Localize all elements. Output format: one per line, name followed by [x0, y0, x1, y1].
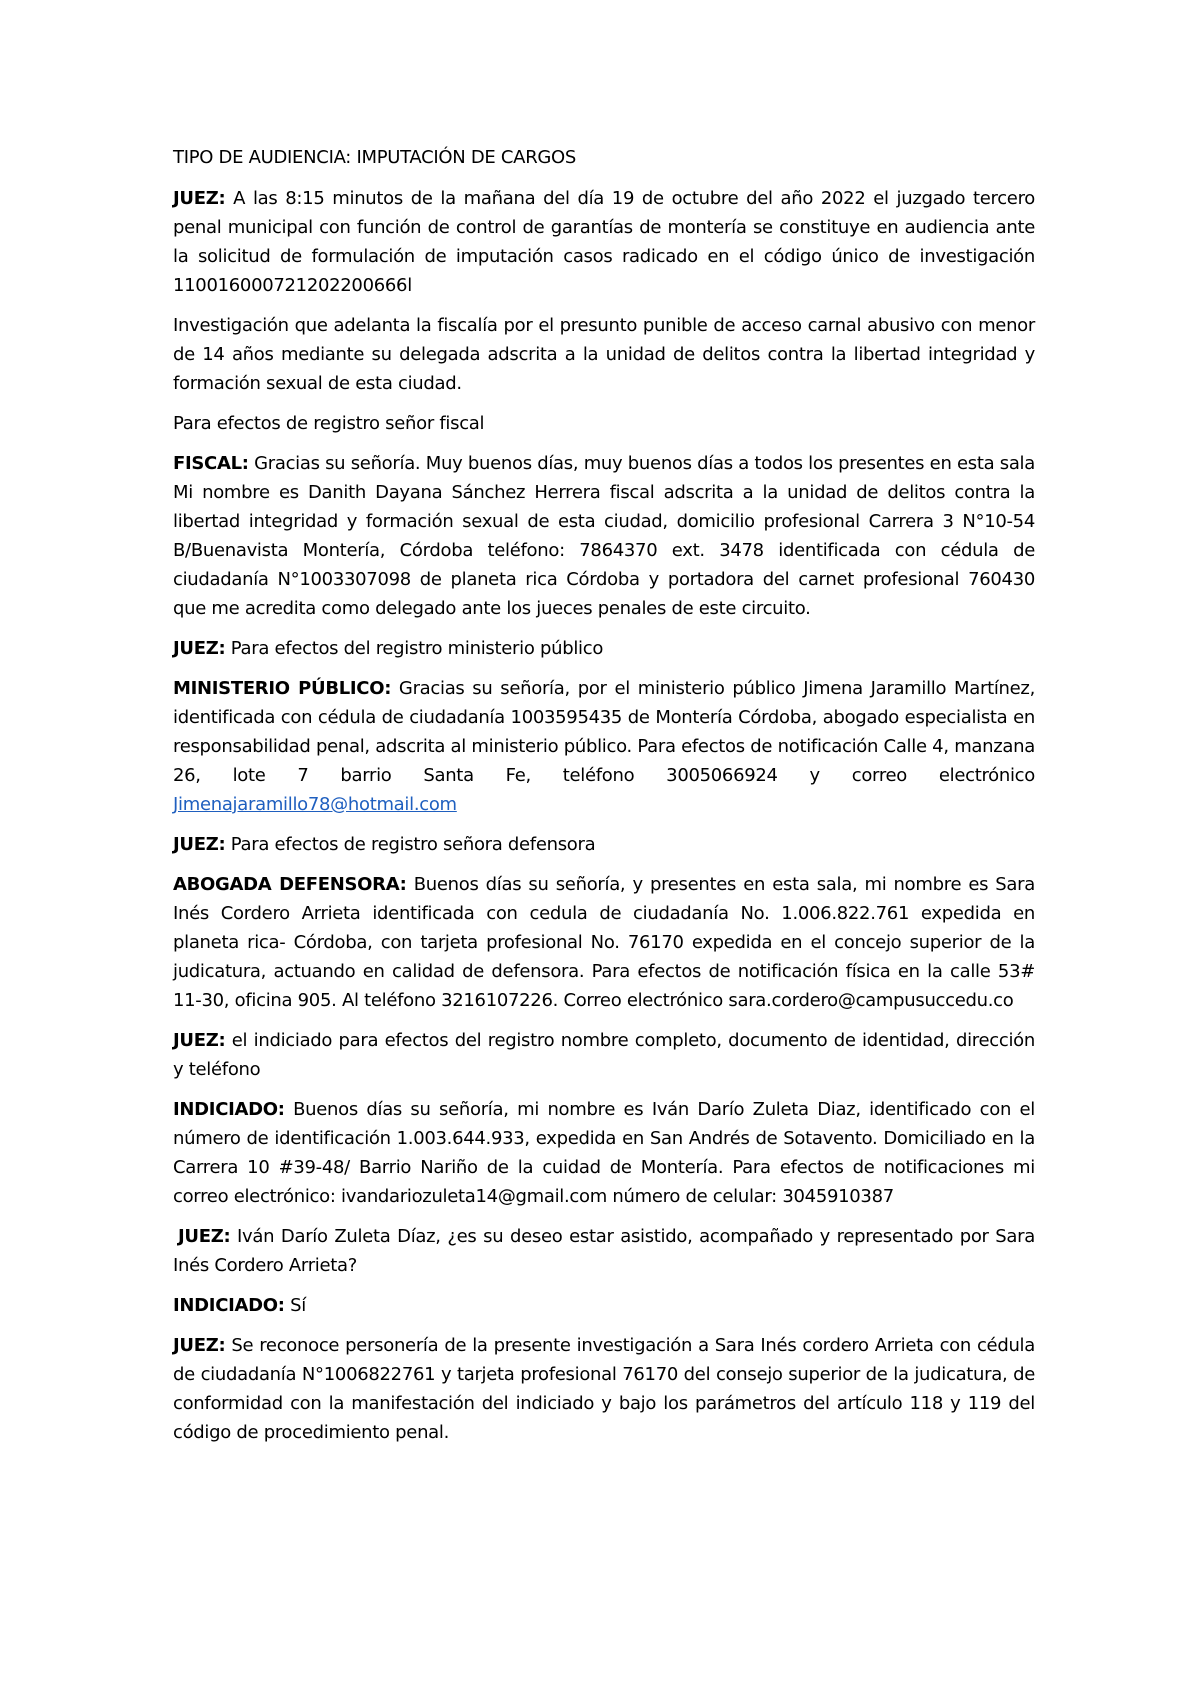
speaker-label: ABOGADA DEFENSORA: — [173, 874, 407, 895]
paragraph-indiciado — [173, 1095, 1035, 1211]
speaker-label: JUEZ: — [173, 1030, 226, 1051]
email-link[interactable]: Jimenajaramillo78@hotmail.com — [173, 794, 457, 815]
paragraph-juez-defensora — [173, 830, 1035, 859]
document-title: TIPO DE AUDIENCIA: IMPUTACIÓN DE CARGOS — [173, 147, 577, 168]
paragraph-fiscal — [173, 449, 1035, 623]
speaker-label: JUEZ: — [178, 1226, 231, 1247]
paragraph-text: Buenos días su señoría, mi nombre es Iván Darío Zuleta Diaz, identificado con el número de identificación 1.003.644.933, expedida en San Andrés de Sotavento. Domiciliado en la Carrera 10 #39-48/ Barrio Nariño de la cuidad de Montería. Para efectos de notificaciones mi correo electrónico: ivandariozuleta14@gmail.com número de celular: 3045910387 — [173, 1099, 1035, 1207]
speaker-label: JUEZ: — [173, 638, 226, 659]
paragraph-juez-question — [173, 1222, 1035, 1280]
paragraph-text: Para efectos del registro ministerio público — [225, 638, 604, 659]
paragraph-abogada-defensora — [173, 870, 1035, 1015]
paragraph-text: A las 8:15 minutos de la mañana del día 19 de octubre del año 2022 el juzgado tercero penal municipal con función de control de garantías de montería se constituye en audiencia ante la solicitud de formulación de imputación casos radicado en el código único de investigación 110016000721202200666l — [173, 188, 1035, 296]
speaker-label: FISCAL: — [173, 453, 249, 474]
paragraph-ministerio-publico — [173, 674, 1035, 819]
paragraph-text: Para efectos de registro señor fiscal — [173, 413, 485, 434]
paragraph-juez-opening — [173, 184, 1035, 300]
speaker-label: MINISTERIO PÚBLICO: — [173, 678, 392, 699]
paragraph-juez-personeria — [173, 1331, 1035, 1447]
paragraph-text: Investigación que adelanta la fiscalía por el presunto punible de acceso carnal abusivo con menor de 14 años mediante su delegada adscrita a la unidad de delitos contra la libertad integridad y formación sexual de esta ciudad. — [173, 315, 1035, 394]
speaker-label: JUEZ: — [173, 188, 226, 209]
paragraph-text: Gracias su señoría. Muy buenos días, muy buenos días a todos los presentes en esta sala Mi nombre es Danith Dayana Sánchez Herrera fiscal adscrita a la unidad de delitos contra la libertad integridad y formación sexual de esta ciudad, domicilio profesional Carrera 3 N°10-54 B/Buenavista Montería, Córdoba teléfono: 7864370 ext. 3478 identificada con cédula de ciudadanía N°1003307098 de planeta rica Córdoba y portadora del carnet profesional 760430 que me acredita como delegado ante los jueces penales de este circuito. — [173, 453, 1035, 619]
speaker-label: JUEZ: — [173, 834, 226, 855]
speaker-label: JUEZ: — [173, 1335, 226, 1356]
document-page — [173, 143, 1035, 1458]
paragraph-indiciado-answer — [173, 1291, 1035, 1320]
speaker-label: INDICIADO: — [173, 1099, 285, 1120]
paragraph-text: el indiciado para efectos del registro nombre completo, documento de identidad, dirección y teléfono — [173, 1030, 1035, 1080]
speaker-label: INDICIADO: — [173, 1295, 285, 1316]
paragraph-text: Iván Darío Zuleta Díaz, ¿es su deseo estar asistido, acompañado y representado por Sara Inés Cordero Arrieta? — [173, 1226, 1035, 1276]
paragraph-text: Buenos días su señoría, y presentes en esta sala, mi nombre es Sara Inés Cordero Arrieta identificada con cedula de ciudadanía No. 1.006.822.761 expedida en planeta rica- Córdoba, con tarjeta profesional No. 76170 expedida en el concejo superior de la judicatura, actuando en calidad de defensora. Para efectos de notificación física en la calle 53# 11-30, oficina 905. Al teléfono 3216107226. Correo electrónico sara.cordero@campusuccedu.co — [173, 874, 1035, 1011]
paragraph-text: Sí — [284, 1295, 306, 1316]
paragraph-text: Para efectos de registro señora defensora — [225, 834, 596, 855]
paragraph-registro-fiscal — [173, 409, 1035, 438]
paragraph-text: Se reconoce personería de la presente investigación a Sara Inés cordero Arrieta con cédula de ciudadanía N°1006822761 y tarjeta profesional 76170 del consejo superior de la judicatura, de conformidad con la manifestación del indiciado y bajo los parámetros del artículo 118 y 119 del código de procedimiento penal. — [173, 1335, 1035, 1443]
paragraph-juez-indiciado — [173, 1026, 1035, 1084]
paragraph-text: Gracias su señoría, por el ministerio público Jimena Jaramillo Martínez, identificada con cédula de ciudadanía 1003595435 de Montería Córdoba, abogado especialista en responsabilidad penal, adscrita al ministerio público. Para efectos de notificación Calle 4, manzana 26, lote 7 barrio Santa Fe, teléfono 3005066924 y correo electrónico — [173, 678, 1035, 786]
paragraph-investigation — [173, 311, 1035, 398]
paragraph-juez-ministerio — [173, 634, 1035, 663]
